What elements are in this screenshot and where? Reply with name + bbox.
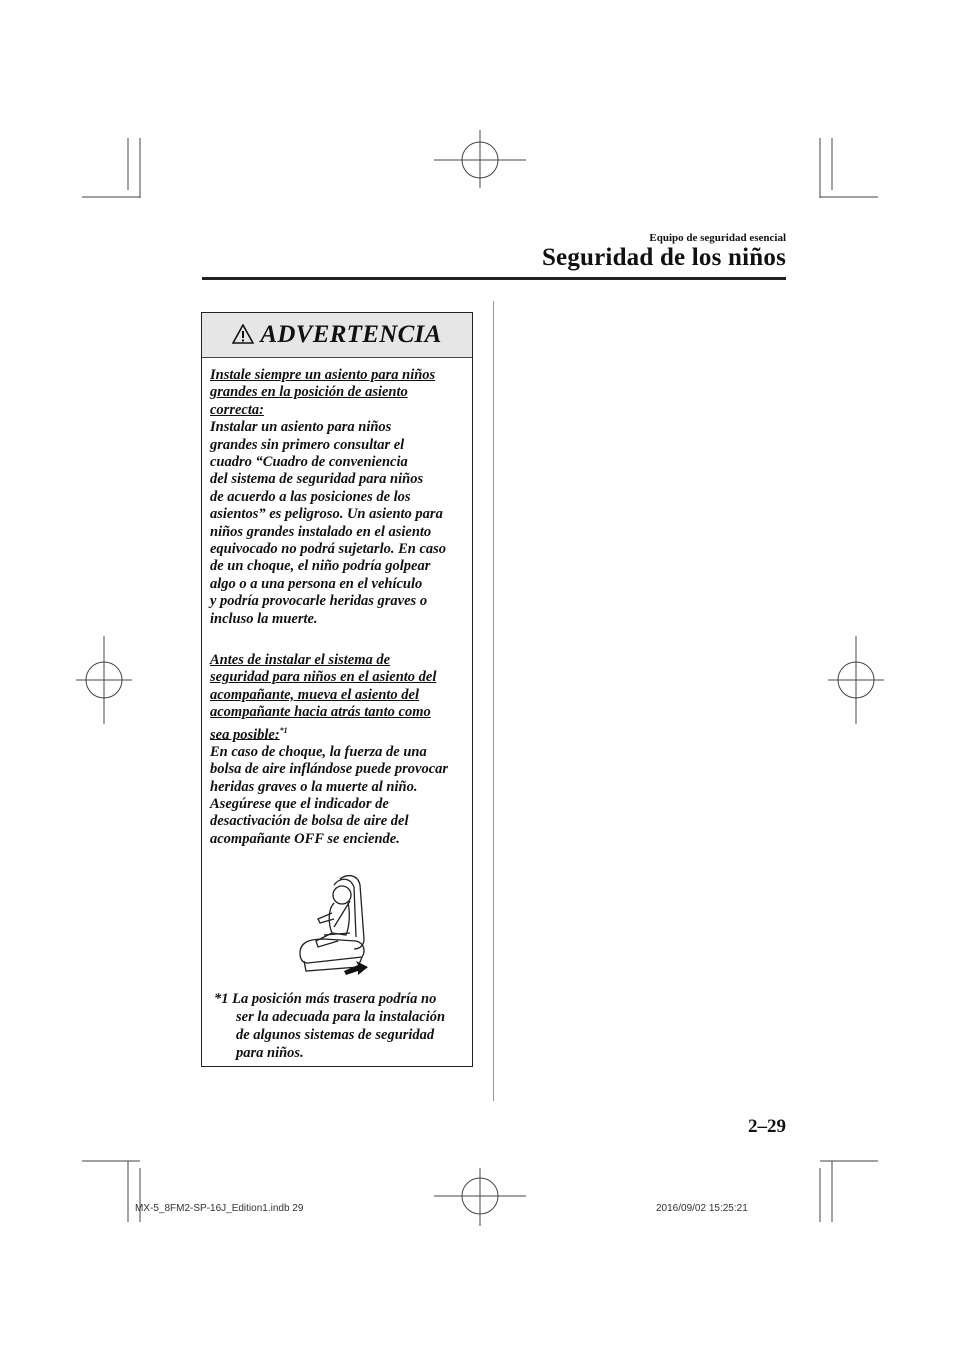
para2-body-line: Asegúrese que el indicador de [210, 796, 389, 813]
para2-heading-line: sea posible: [210, 726, 280, 743]
para1-body-line: incluso la muerte. [210, 610, 318, 627]
warning-box [201, 312, 473, 1067]
para2-body-line: heridas graves o la muerte al niño. [210, 778, 418, 795]
para1-body-line: niños grandes instalado en el asiento [210, 523, 432, 540]
para1-body-line: de acuerdo a las posiciones de los [210, 488, 411, 505]
para2-body-line: En caso de choque, la fuerza de una [210, 743, 427, 760]
child-booster-seat-illustration-icon [294, 871, 374, 981]
para1-body-line: asientos” es peligroso. Un asiento para [210, 506, 443, 523]
para2-heading-line: Antes de instalar el sistema de [210, 652, 391, 668]
para1-body-line: cuadro “Cuadro de conveniencia [210, 454, 408, 471]
para2-body-line: acompañante OFF se enciende. [210, 830, 400, 847]
warning-triangle-icon [232, 323, 254, 351]
para2-heading-line: acompañante hacia atrás tanto como [210, 704, 431, 721]
warning-paragraph-1 [210, 367, 472, 628]
para2-heading-last-line [210, 722, 472, 744]
footnote-line: ser la adecuada para la instalación [236, 1009, 446, 1025]
page-number: 2–29 [748, 1116, 786, 1137]
para1-body-line: grandes sin primero consultar el [210, 436, 405, 453]
header-divider [202, 277, 786, 280]
para2-body-line: bolsa de aire inflándose puede provocar [210, 761, 449, 778]
footnote-line: para niños. [236, 1045, 304, 1061]
para1-heading-line: grandes en la posición de asiento [210, 384, 408, 401]
column-divider [493, 301, 494, 1101]
section-label: Equipo de seguridad esencial [649, 232, 786, 244]
footer-file-label: MX-5_8FM2-SP-16J_Edition1.indb 29 [135, 1203, 304, 1214]
footer-timestamp: 2016/09/02 15:25:21 [656, 1203, 748, 1214]
warning-header [202, 313, 472, 358]
footnote-mark: *1 [214, 991, 229, 1007]
warning-title [202, 321, 472, 351]
para1-body-line: y podría provocarle heridas graves o [210, 593, 428, 610]
footnote-first-line: La posición más trasera podría no [232, 991, 437, 1007]
para1-body-line: Instalar un asiento para niños [210, 419, 392, 436]
para1-body-line: de un choque, el niño podría golpear [210, 558, 431, 575]
footnote-line: de algunos sistemas de seguridad [236, 1027, 435, 1043]
footnote-reference: *1 [279, 725, 288, 735]
warning-paragraph-2 [210, 652, 472, 848]
footnote [214, 990, 470, 1062]
para2-body-line: desactivación de bolsa de aire del [210, 813, 409, 830]
warning-title-text: ADVERTENCIA [260, 321, 442, 348]
para1-heading-line: Instale siempre un asiento para niños [210, 367, 436, 383]
para1-body-line: algo o a una persona en el vehículo [210, 575, 423, 592]
para2-heading-line: seguridad para niños en el asiento del [210, 669, 437, 686]
page-title: Seguridad de los niños [541, 244, 786, 271]
para1-heading-line: correcta: [210, 401, 264, 418]
para2-heading-line: acompañante, mueva el asiento del [210, 686, 420, 703]
para1-body-line: del sistema de seguridad para niños [210, 471, 424, 488]
para1-body-line: equivocado no podrá sujetarlo. En caso [210, 541, 447, 558]
